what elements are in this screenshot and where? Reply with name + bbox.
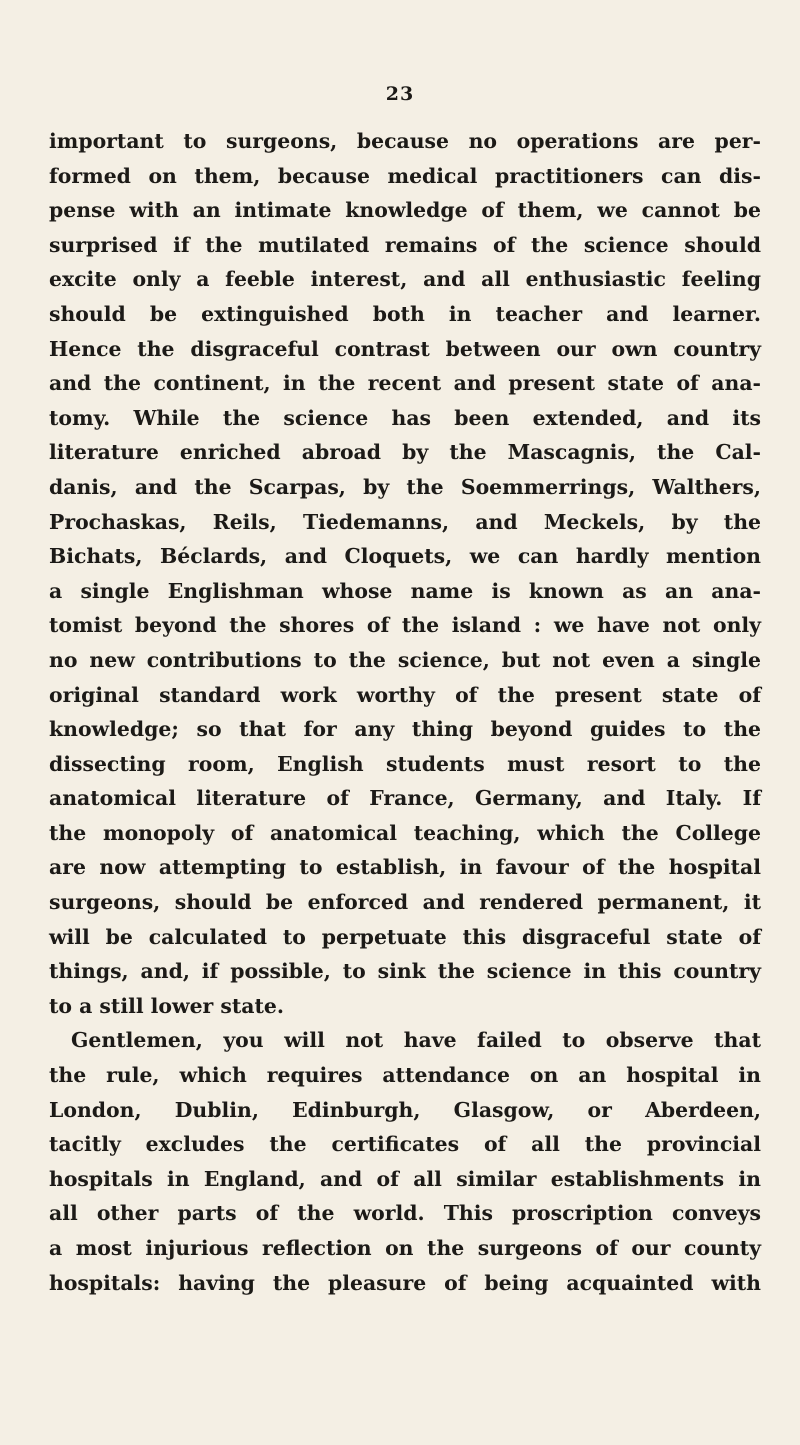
text-line: the rule, which requires attendance on an hospital in — [49, 1063, 761, 1088]
text-line: tomist beyond the shores of the island : we have not only — [49, 613, 761, 638]
text-line: anatomical literature of France, Germany, and Italy. If — [49, 786, 761, 811]
text-line: should be extinguished both in teacher and learner. — [49, 301, 761, 326]
paragraph-2 — [49, 1023, 761, 1300]
text-line: danis, and the Scarpas, by the Soemmerrings, Walthers, — [49, 474, 761, 499]
text-line: to a still lower state. — [49, 993, 284, 1018]
text-line: the monopoly of anatomical teaching, which the College — [49, 820, 761, 845]
page-number: 23 — [385, 83, 415, 105]
text-line: original standard work worthy of the present state of — [49, 682, 761, 707]
text-line: tomy. While the science has been extended, and its — [49, 405, 761, 430]
text-line: Prochaskas, Reils, Tiedemanns, and Meckels, by the — [49, 509, 761, 534]
text-line: hospitals: having the pleasure of being acquainted with — [49, 1270, 761, 1295]
text-line: will be calculated to perpetuate this disgraceful state of — [49, 924, 761, 949]
text-line: and the continent, in the recent and present state of ana- — [49, 371, 761, 396]
text-line: all other parts of the world. This proscription conveys — [49, 1201, 761, 1226]
text-line: tacitly excludes the certificates of all the provincial — [49, 1132, 761, 1157]
text-line: hospitals in England, and of all similar establishments in — [49, 1166, 761, 1191]
text-line: surgeons, should be enforced and rendered permanent, it — [49, 890, 761, 915]
text-line: knowledge; so that for any thing beyond guides to the — [49, 717, 761, 742]
text-line: excite only a feeble interest, and all enthusiastic feeling — [49, 267, 761, 292]
text-line: a single Englishman whose name is known as an ana- — [49, 578, 761, 603]
text-line: things, and, if possible, to sink the science in this country — [49, 959, 761, 984]
text-line: Bichats, Béclards, and Cloquets, we can hardly mention — [49, 544, 761, 569]
text-line: literature enriched abroad by the Mascagnis, the Cal- — [49, 440, 761, 465]
text-line: a most injurious reflection on the surgeons of our county — [49, 1236, 761, 1260]
text-line: Hence the disgraceful contrast between our own country — [49, 336, 761, 361]
text-line: Gentlemen, you will not have failed to observe that — [71, 1028, 761, 1053]
text-line: surprised if the mutilated remains of the science should — [49, 232, 761, 257]
text-line: London, Dublin, Edinburgh, Glasgow, or Aberdeen, — [49, 1097, 761, 1122]
text-line: dissecting room, English students must resort to the — [49, 751, 761, 776]
body-text — [49, 124, 761, 1300]
paragraph-1 — [49, 124, 761, 1023]
text-line: are now attempting to establish, in favour of the hospital — [49, 855, 761, 880]
text-line: formed on them, because medical practitioners can dis- — [49, 163, 761, 188]
text-line: no new contributions to the science, but not even a single — [49, 647, 761, 672]
text-line: pense with an intimate knowledge of them, we cannot be — [49, 198, 761, 223]
text-line: important to surgeons, because no operations are per- — [49, 129, 761, 153]
